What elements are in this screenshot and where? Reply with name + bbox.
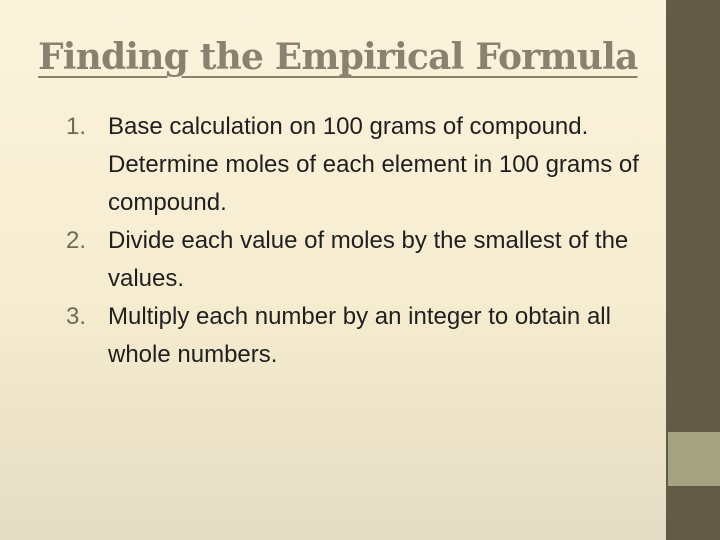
step-number: 1. [66,113,87,140]
step-number: 3. [66,303,87,330]
slide-title: Finding the Empirical Formula [38,36,638,78]
step-text: Multiply each number by an integer to obtain all whole numbers. [108,303,611,368]
step-text: Base calculation on 100 grams of compound. Determine moles of each element in 100 grams of compound. [108,113,639,216]
list-item [66,108,662,222]
step-text: Divide each value of moles by the smallest of the values. [108,227,629,292]
list-item [66,222,662,298]
sidebar-accent-block [668,432,720,486]
step-number: 2. [66,227,87,254]
steps-list [66,108,662,374]
list-item [66,298,662,374]
